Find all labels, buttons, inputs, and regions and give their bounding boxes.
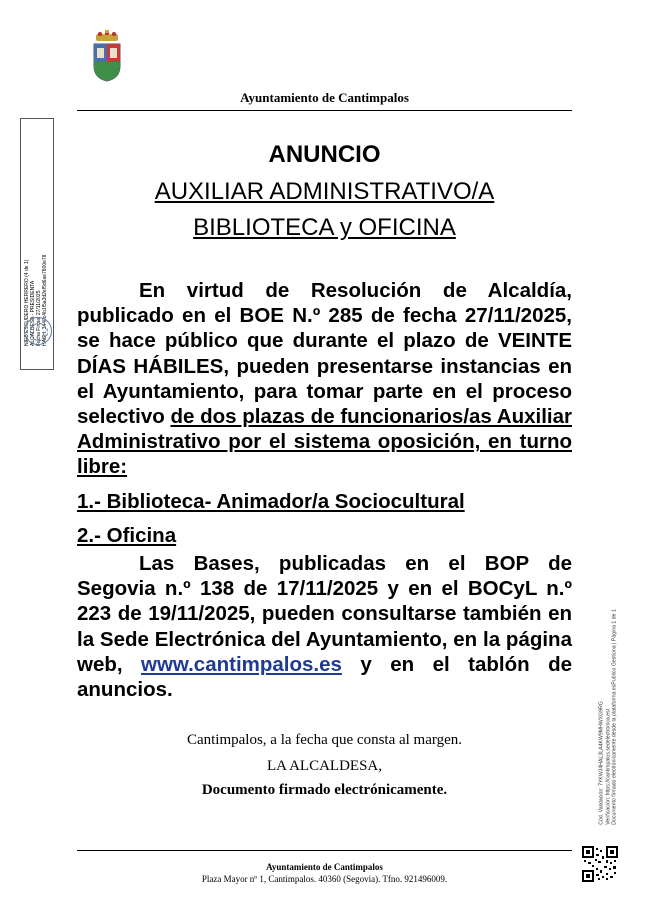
seal-icon <box>24 317 52 345</box>
stamp-line: Fecha Firma: 27/11/2025 <box>36 290 42 346</box>
stamp-line: Cód. Validación: 7YKWJ4HAL3LA4KW9MHWXG9RG <box>598 701 605 825</box>
announcement-paragraph-1 <box>77 278 572 480</box>
stamp-line: ALCALDESA - PRESIDENTA <box>30 280 36 346</box>
document-subtitle-line2: BIBLIOTECA y OFICINA <box>193 214 456 241</box>
signature-stamp-left <box>20 118 54 370</box>
website-link[interactable]: www.cantimpalos.es <box>141 652 342 676</box>
verification-stamp-text <box>598 565 618 825</box>
qr-code-icon <box>582 846 618 882</box>
header-org-name: Ayuntamiento de Cantimpalos <box>240 90 409 105</box>
announcement-body <box>77 278 572 702</box>
paragraph-text: y en el tablón de anuncios. <box>77 652 572 702</box>
announcement-paragraph-2 <box>77 551 572 702</box>
document-subtitle-line1: AUXILIAR ADMINISTRATIVO/A <box>154 178 495 205</box>
closing-role: LA ALCALDESA, <box>266 758 382 774</box>
stamp-line: Verificación: https://cantimpalos.sedelectronica.es/ <box>604 708 611 825</box>
document-title: ANUNCIO <box>268 141 381 168</box>
header-divider <box>77 110 572 111</box>
closing-place-date: Cantimpalos, a la fecha que consta al margen. <box>186 732 463 748</box>
list-item: 2.- Oficina <box>77 523 177 547</box>
footer-address: Plaza Mayor nº 1, Cantimpalos. 40360 (Segovia). Tfno. 921496009. <box>201 874 448 884</box>
stamp-line: NIEB ESCUDERO HERRERO (4 de 1) <box>24 259 30 346</box>
municipal-crest-icon <box>90 30 124 82</box>
paragraph-underlined-text: de dos plazas de funcionarios/as Auxiliar Administrativo por el sistema oposición, en turno libre: <box>77 405 572 479</box>
footer-org-name: Ayuntamiento de Cantimpalos <box>266 862 383 872</box>
signature-stamp-text <box>24 116 48 346</box>
closing-signature-note: Documento firmado electrónicamente. <box>201 782 448 798</box>
paragraph-text: En virtud de Resolución de Alcaldía, publicado en el BOE N.º 285 de fecha 27/11/2025, se hace público que durante el plazo de VEINTE DÍAS HÁBILES, pueden presentarse instancias en el Ayuntamiento, para tomar parte en el proceso selectivo <box>77 279 572 429</box>
stamp-line: Documento firmado electrónicamente desde la plataforma esPublico Gestiona | Página 1 de 1 <box>611 609 618 825</box>
verification-stamp-right <box>583 575 633 840</box>
footer-divider <box>77 850 572 851</box>
list-item: 1.- Biblioteca- Animador/a Sociocultural <box>77 489 465 513</box>
paragraph-text: Las Bases, publicadas en el BOP de Segovia n.º 138 de 17/11/2025 y en el BOCyL n.º 223 de 19/11/2025, pueden consultarse también en la Sede Electrónica del Ayuntamiento, en la página web, <box>77 552 572 676</box>
stamp-line: HASH: 3440c4b1f5a3d2ef5d6ae7800e78 <box>42 254 48 346</box>
